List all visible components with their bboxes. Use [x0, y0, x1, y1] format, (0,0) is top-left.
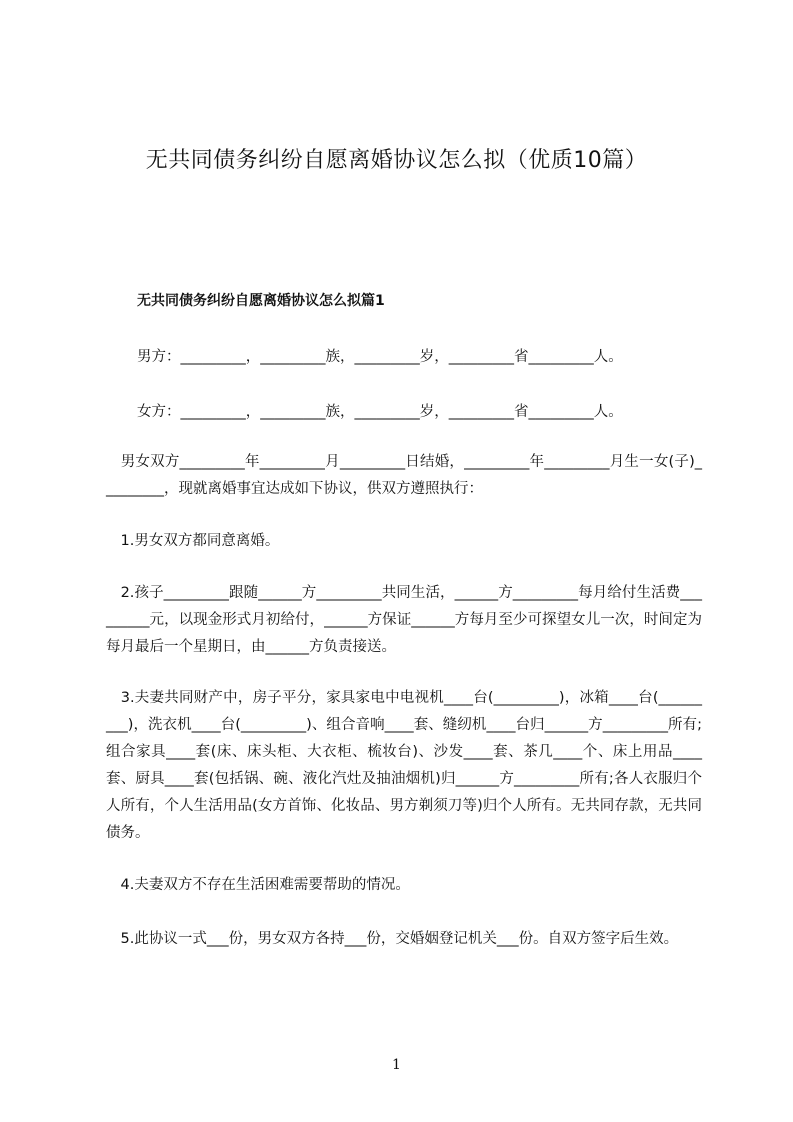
clause-2-paragraph: 2.孩子_________跟随______方_________共同生活，______方_________每月给付生活费_________元，以现金形式月初给付，______方保证______方每月至少可探望女儿一次，时间定为每月最后一个星期日，由______方负责接送。 — [106, 585, 702, 655]
clause-3-paragraph: 3.夫妻共同财产中，房子平分，家具家电中电视机____台(_________)，冰箱____台(_________)，洗衣机____台(_________)、组合音响____套、缝纫机____台归______方_________所有;组合家具____套(床、床头柜、大衣柜、梳妆台)、沙发____套、茶几____个、床上用品____套、厨具____套(包括锅、碗、液化汽灶及抽油烟机)归______方_________所有;各人衣服归个人所有，个人生活用品(女方首饰、化妆品、男方剃须刀等)归个人所有。无共同存款，无共同债务。 — [106, 690, 702, 841]
clause-4-paragraph: 4.夫妻双方不存在生活困难需要帮助的情况。 — [106, 877, 410, 893]
female-party-line: 女方：_________，_________族，_________岁，_________省_________人。 — [137, 404, 623, 420]
male-party-line: 男方：_________，_________族，_________岁，_________省_________人。 — [137, 349, 623, 365]
clause-5-paragraph: 5.此协议一式___份，男女双方各持___份，交婚姻登记机关___份。自双方签字后生效。 — [106, 931, 679, 947]
clause-1-paragraph: 1.男女双方都同意离婚。 — [106, 533, 280, 549]
page-title: 无共同债务纠纷自愿离婚协议怎么拟（优质10篇） — [145, 148, 648, 173]
section-heading: 无共同债务纠纷自愿离婚协议怎么拟篇1 — [137, 293, 385, 309]
marriage-info-paragraph: 男女双方_________年_________月_________日结婚，_________年_________月生一女(子)_________，现就离婚事宜达成如下协议，供双方遵照执行： — [106, 454, 702, 497]
page-number: 1 — [392, 1057, 401, 1073]
